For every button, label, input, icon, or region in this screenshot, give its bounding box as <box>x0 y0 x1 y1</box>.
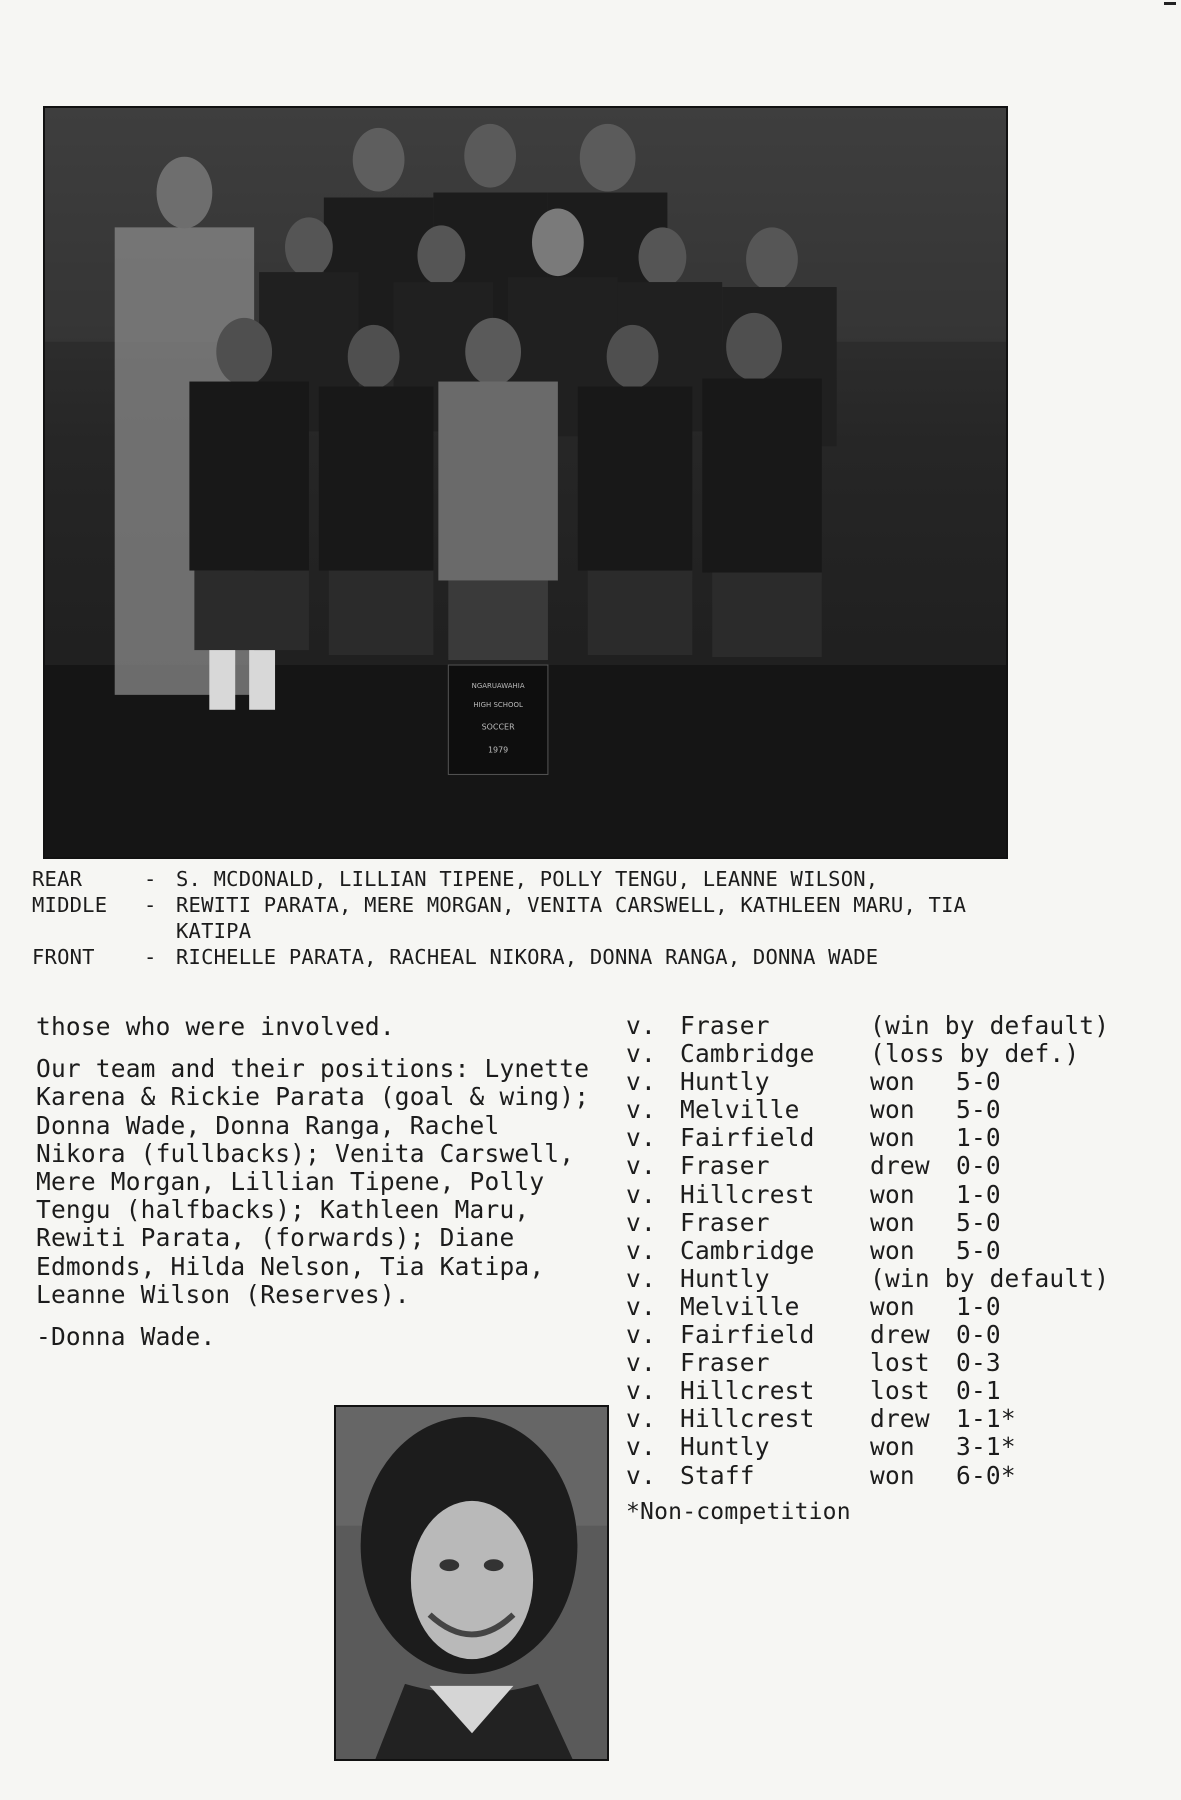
result-row <box>626 1012 1166 1040</box>
team-photo-image <box>45 108 1006 857</box>
result-outcome: (win by default) <box>870 1011 1110 1040</box>
result-opponent: Melville <box>680 1095 800 1125</box>
result-prefix: v. <box>626 1207 656 1237</box>
result-row <box>626 1124 1166 1152</box>
result-score: 6-0* <box>956 1460 1016 1490</box>
result-row <box>626 1433 1166 1461</box>
result-opponent: Huntly <box>680 1432 770 1462</box>
result-outcome: won <box>870 1207 915 1237</box>
result-opponent: Fraser <box>680 1207 770 1237</box>
result-score: 5-0 <box>956 1235 1001 1265</box>
placard-line-3: SOCCER <box>481 722 515 732</box>
result-prefix: v. <box>626 1179 656 1209</box>
result-opponent: Cambridge <box>680 1039 815 1069</box>
result-outcome: (loss by def.) <box>870 1039 1080 1069</box>
result-prefix: v. <box>626 1235 656 1265</box>
result-opponent: Hillcrest <box>680 1179 815 1209</box>
result-prefix: v. <box>626 1460 656 1490</box>
result-opponent: Fairfield <box>680 1320 815 1350</box>
result-prefix: v. <box>626 1432 656 1462</box>
result-row <box>626 1068 1166 1096</box>
result-row <box>626 1405 1166 1433</box>
caption-label: REAR <box>32 867 83 891</box>
result-row <box>626 1040 1166 1068</box>
result-outcome: won <box>870 1123 915 1153</box>
result-row <box>626 1152 1166 1180</box>
results-rows <box>626 1012 1166 1490</box>
result-row <box>626 1462 1166 1490</box>
caption-names: S. MCDONALD, LILLIAN TIPENE, POLLY TENGU, LEANNE WILSON, <box>176 867 879 891</box>
result-row <box>626 1096 1166 1124</box>
caption-row-middle: MIDDLE - REWITI PARATA, MERE MORGAN, VENITA CARSWELL, KATHLEEN MARU, TIA KATIPA <box>32 892 1042 944</box>
article-intro: those who were involved. <box>36 1012 395 1041</box>
result-row <box>626 1181 1166 1209</box>
result-prefix: v. <box>626 1320 656 1350</box>
result-opponent: Huntly <box>680 1067 770 1097</box>
result-prefix: v. <box>626 1039 656 1069</box>
result-prefix: v. <box>626 1348 656 1378</box>
result-opponent: Fraser <box>680 1151 770 1181</box>
result-opponent: Fairfield <box>680 1123 815 1153</box>
result-opponent: Staff <box>680 1460 755 1490</box>
result-prefix: v. <box>626 1263 656 1293</box>
result-outcome: drew <box>870 1404 930 1434</box>
caption-label: FRONT <box>32 945 95 969</box>
results-footnote: *Non-competition <box>626 1498 851 1525</box>
result-score: 5-0 <box>956 1067 1001 1097</box>
portrait-photo <box>334 1405 609 1761</box>
result-row <box>626 1209 1166 1237</box>
caption-names: REWITI PARATA, MERE MORGAN, VENITA CARSWELL, KATHLEEN MARU, TIA KATIPA <box>176 893 967 943</box>
photo-caption <box>32 866 1042 970</box>
result-outcome: won <box>870 1291 915 1321</box>
result-prefix: v. <box>626 1151 656 1181</box>
result-outcome: won <box>870 1067 915 1097</box>
placard-line-1: NGARUAWAHIA <box>471 681 525 690</box>
result-outcome: lost <box>870 1348 930 1378</box>
result-row <box>626 1237 1166 1265</box>
result-prefix: v. <box>626 1404 656 1434</box>
result-prefix: v. <box>626 1011 656 1040</box>
article-body: Our team and their positions: Lynette Karena & Rickie Parata (goal & wing); Donna Wade, Donna Ranga, Rachel Nikora (fullbacks); Venita Carswell, Mere Morgan, Lillian Tipene, Polly Tengu (halfbacks); Kathleen Maru, Rewiti Parata, (forwards); Diane Edmonds, Hilda Nelson, Tia Katipa, Leanne Wilson (Reserves). <box>36 1054 590 1309</box>
result-score: 1-0 <box>956 1123 1001 1153</box>
result-outcome: drew <box>870 1151 930 1181</box>
result-outcome: lost <box>870 1376 930 1406</box>
result-outcome: won <box>870 1235 915 1265</box>
result-row <box>626 1321 1166 1349</box>
result-row <box>626 1265 1166 1293</box>
result-row <box>626 1349 1166 1377</box>
result-score: 1-1* <box>956 1404 1016 1434</box>
result-outcome: won <box>870 1179 915 1209</box>
result-score: 5-0 <box>956 1095 1001 1125</box>
result-outcome: won <box>870 1095 915 1125</box>
result-opponent: Hillcrest <box>680 1404 815 1434</box>
result-prefix: v. <box>626 1067 656 1097</box>
result-opponent: Huntly <box>680 1263 770 1293</box>
result-prefix: v. <box>626 1291 656 1321</box>
result-outcome: drew <box>870 1320 930 1350</box>
result-score: 0-0 <box>956 1151 1001 1181</box>
result-outcome: won <box>870 1460 915 1490</box>
article-signoff: -Donna Wade. <box>36 1322 216 1352</box>
result-outcome: won <box>870 1432 915 1462</box>
result-opponent: Melville <box>680 1291 800 1321</box>
caption-row-front: FRONT - RICHELLE PARATA, RACHEAL NIKORA, DONNA RANGA, DONNA WADE <box>32 944 1042 970</box>
results-list <box>626 1012 1166 1526</box>
result-opponent: Fraser <box>680 1348 770 1378</box>
portrait-image <box>336 1407 607 1759</box>
article <box>36 1013 596 1365</box>
result-score: 0-1 <box>956 1376 1001 1406</box>
result-score: 5-0 <box>956 1207 1001 1237</box>
caption-names: RICHELLE PARATA, RACHEAL NIKORA, DONNA RANGA, DONNA WADE <box>176 945 879 969</box>
result-opponent: Hillcrest <box>680 1376 815 1406</box>
result-opponent: Cambridge <box>680 1235 815 1265</box>
caption-label: MIDDLE <box>32 893 108 917</box>
caption-row-rear: REAR - S. MCDONALD, LILLIAN TIPENE, POLLY TENGU, LEANNE WILSON, <box>32 866 1042 892</box>
result-prefix: v. <box>626 1095 656 1125</box>
result-prefix: v. <box>626 1123 656 1153</box>
result-row <box>626 1293 1166 1321</box>
placard-line-2: HIGH SCHOOL <box>473 700 523 709</box>
result-score: 1-0 <box>956 1179 1001 1209</box>
result-outcome: (win by default) <box>870 1263 1110 1293</box>
result-score: 0-3 <box>956 1348 1001 1378</box>
result-score: 1-0 <box>956 1291 1001 1321</box>
result-score: 3-1* <box>956 1432 1016 1462</box>
team-photo <box>43 106 1008 859</box>
result-row <box>626 1377 1166 1405</box>
placard-line-4: 1979 <box>487 745 509 755</box>
result-prefix: v. <box>626 1376 656 1406</box>
corner-mark <box>1164 2 1176 5</box>
result-score: 0-0 <box>956 1320 1001 1350</box>
result-opponent: Fraser <box>680 1011 770 1040</box>
